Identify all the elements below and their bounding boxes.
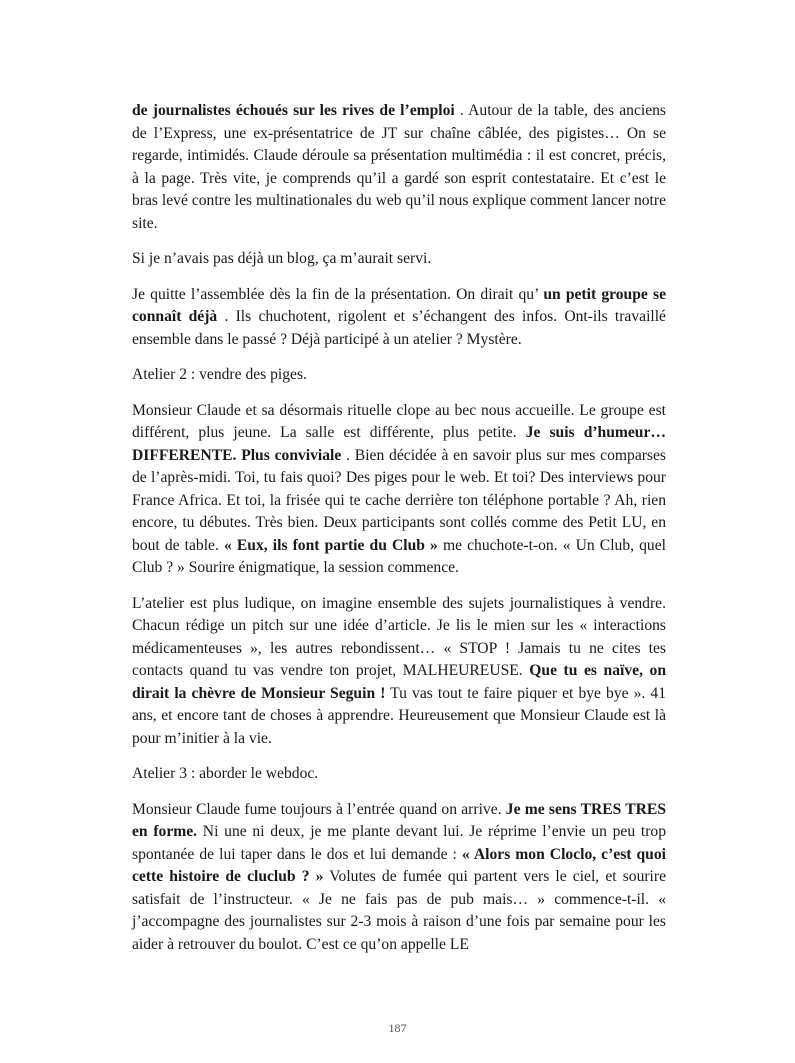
bold-span: de journalistes échoués sur les rives de l’emploi (132, 102, 455, 119)
text-span: Je quitte l’assemblée dès la fin de la présentation. On dirait qu’ (132, 285, 544, 303)
section-heading-atelier-2 (132, 364, 666, 387)
text-span: Si je n’avais pas déjà un blog, ça m’aurait servi. (132, 250, 432, 267)
paragraph-2 (132, 248, 666, 271)
bold-span: « Alors mon Cloclo, c’est quoi cette histoire de cluclub ? » (132, 845, 666, 885)
bold-span: Je me sens TRES TRES en forme. (132, 800, 666, 840)
text-span: Ni une ni deux, je me plante devant lui. Je réprime l’envie un peu trop spontanée de lui taper dans le dos et lui demande : (132, 823, 666, 863)
paragraph-8 (132, 799, 666, 957)
document-body (132, 100, 666, 969)
paragraph-3 (132, 284, 666, 352)
bold-span: un petit groupe se connaît déjà (132, 285, 666, 325)
text-span: . Autour de la table, des anciens de l’Express, une ex-présentatrice de JT sur chaîne câblée, des pigistes… On se regarde, intimidés. Claude déroule sa présentation multimédia : il est concret, précis, à la page. Très vite, je comprends qu’il a gardé son esprit contestataire. Et c’est le bras levé contre les multinationales du web qu’il nous explique comment lancer notre site. (132, 102, 666, 232)
text-span: . Ils chuchotent, rigolent et s’échangent des infos. Ont-ils travaillé ensemble dans le passé ? Déjà participé à un atelier ? Mystère. (132, 308, 666, 348)
bold-span: « Eux, ils font partie du Club » (223, 536, 438, 554)
bold-span: Je suis d’humeur… DIFFERENTE. Plus conviviale (132, 424, 666, 464)
paragraph-5 (132, 400, 666, 580)
text-span: Monsieur Claude fume toujours à l’entrée quand on arrive. (132, 800, 506, 818)
bold-span: Que tu es naïve, on dirait la chèvre de Monsieur Seguin ! (132, 662, 666, 702)
page-number: 187 (388, 1021, 407, 1035)
text-span: Tu vas tout te faire piquer et bye bye ». 41 ans, et encore tant de choses à apprendre. Heureusement que Monsieur Claude est là pour m’initier à la vie. (132, 684, 666, 747)
text-span: Atelier 3 : aborder le webdoc. (132, 765, 319, 782)
paragraph-1 (132, 100, 666, 235)
text-span: . Bien décidée à en savoir plus sur mes comparses de l’après-midi. Toi, tu fais quoi? Des piges pour le web. Et toi? Des interviews pour France Africa. Et toi, la frisée qui te cache derrière ton téléphone portable ? Ah, rien encore, tu débutes. Très bien. Deux participants sont collés comme des Petit LU, en bout de table. (132, 446, 666, 554)
text-span: me chuchote-t-on. « Un Club, quel Club ? » Sourire énigmatique, la session commence. (132, 536, 666, 576)
text-span: Monsieur Claude et sa désormais rituelle clope au bec nous accueille. Le groupe est différent, plus jeune. La salle est différente, plus petite. (132, 401, 666, 441)
section-heading-atelier-3 (132, 763, 666, 786)
text-span: Volutes de fumée qui partent vers le ciel, et sourire satisfait de l’instructeur. « Je ne fais pas de pub mais… » commence-t-il. « j’accompagne des journalistes sur 2-3 mois à raison d’une fois par semaine pour les aider à retrouver du boulot. C’est ce qu’on appelle LE (132, 868, 667, 953)
text-span: Atelier 2 : vendre des piges. (132, 366, 307, 383)
paragraph-6 (132, 593, 666, 751)
text-span: L’atelier est plus ludique, on imagine ensemble des sujets journalistiques à vendre. Chacun rédige un pitch sur une idée d’article. Je lis le mien sur les « interactions médicamenteuses », les autres rebondissent… « STOP ! Jamais tu ne cites tes contacts quand tu vas vendre ton projet, MALHEUREUSE. (132, 594, 666, 679)
